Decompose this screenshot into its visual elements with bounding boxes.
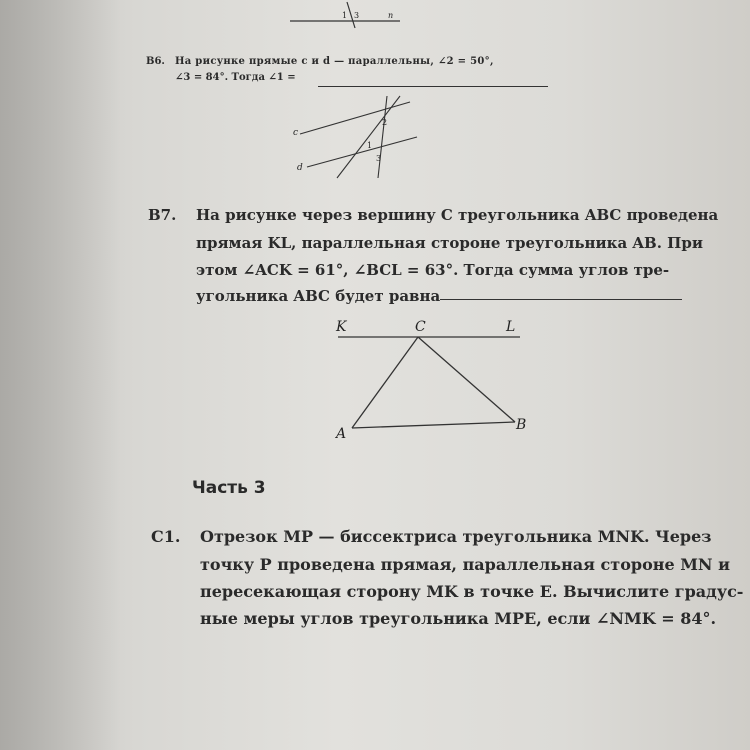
b7-text-line-1: На рисунке через вершину C треугольника ABC проведена xyxy=(196,206,719,224)
b7-triangle-figure xyxy=(330,315,540,445)
b7-text-line-3: этом ∠ACK = 61°, ∠BCL = 63°. Тогда сумма углов тре- xyxy=(196,261,670,279)
b6-text-line-1: На рисунке прямые c и d — параллельны, ∠2 = 50°, xyxy=(175,56,494,67)
label-a: A xyxy=(336,426,347,442)
b7-text-line-2: прямая KL, параллельная стороне треугольника AB. При xyxy=(196,234,703,252)
c1-text-line-1: Отрезок MP — биссектриса треугольника MNK. Через xyxy=(200,527,712,546)
b6-label-1: 1 xyxy=(367,141,373,150)
top-partial-figure xyxy=(290,0,430,30)
label-l: L xyxy=(506,319,516,335)
b6-figure xyxy=(285,92,425,182)
section-title-part-3: Часть 3 xyxy=(192,478,266,498)
b7-answer-blank[interactable] xyxy=(440,299,682,300)
label-c: C xyxy=(415,319,426,335)
b7-number: B7. xyxy=(148,206,177,224)
top-figure-label-1: 1 xyxy=(342,11,348,20)
label-k: K xyxy=(336,319,347,335)
b6-label-d: d xyxy=(297,163,303,173)
page-shadow xyxy=(0,0,120,750)
c1-text-line-2: точку P проведена прямая, параллельная стороне MN и xyxy=(200,555,730,574)
b6-number: B6. xyxy=(146,56,165,67)
line-d xyxy=(307,137,417,167)
side-cb xyxy=(418,337,515,422)
top-figure-label-3: 3 xyxy=(354,11,360,20)
b6-label-3: 3 xyxy=(376,154,382,163)
c1-number: C1. xyxy=(151,527,181,546)
c1-text-line-3: пересекающая сторону MK в точке E. Вычислите градус- xyxy=(200,582,744,601)
b7-text-line-4: угольника ABC будет равна xyxy=(196,287,441,305)
c1-text-line-4: ные меры углов треугольника MPE, если ∠NMK = 84°. xyxy=(200,609,717,628)
side-ab xyxy=(352,422,515,428)
b6-text-line-2: ∠3 = 84°. Тогда ∠1 = xyxy=(175,72,296,83)
side-ca xyxy=(352,337,418,428)
b6-answer-blank[interactable] xyxy=(318,86,548,87)
b6-label-c: c xyxy=(293,128,299,138)
label-b: B xyxy=(516,417,527,433)
b6-transversal-1 xyxy=(378,96,387,178)
b6-label-2: 2 xyxy=(382,118,388,127)
line-c xyxy=(300,102,410,134)
b6-transversal-2 xyxy=(337,96,400,178)
top-figure-label-n: n xyxy=(388,11,394,20)
